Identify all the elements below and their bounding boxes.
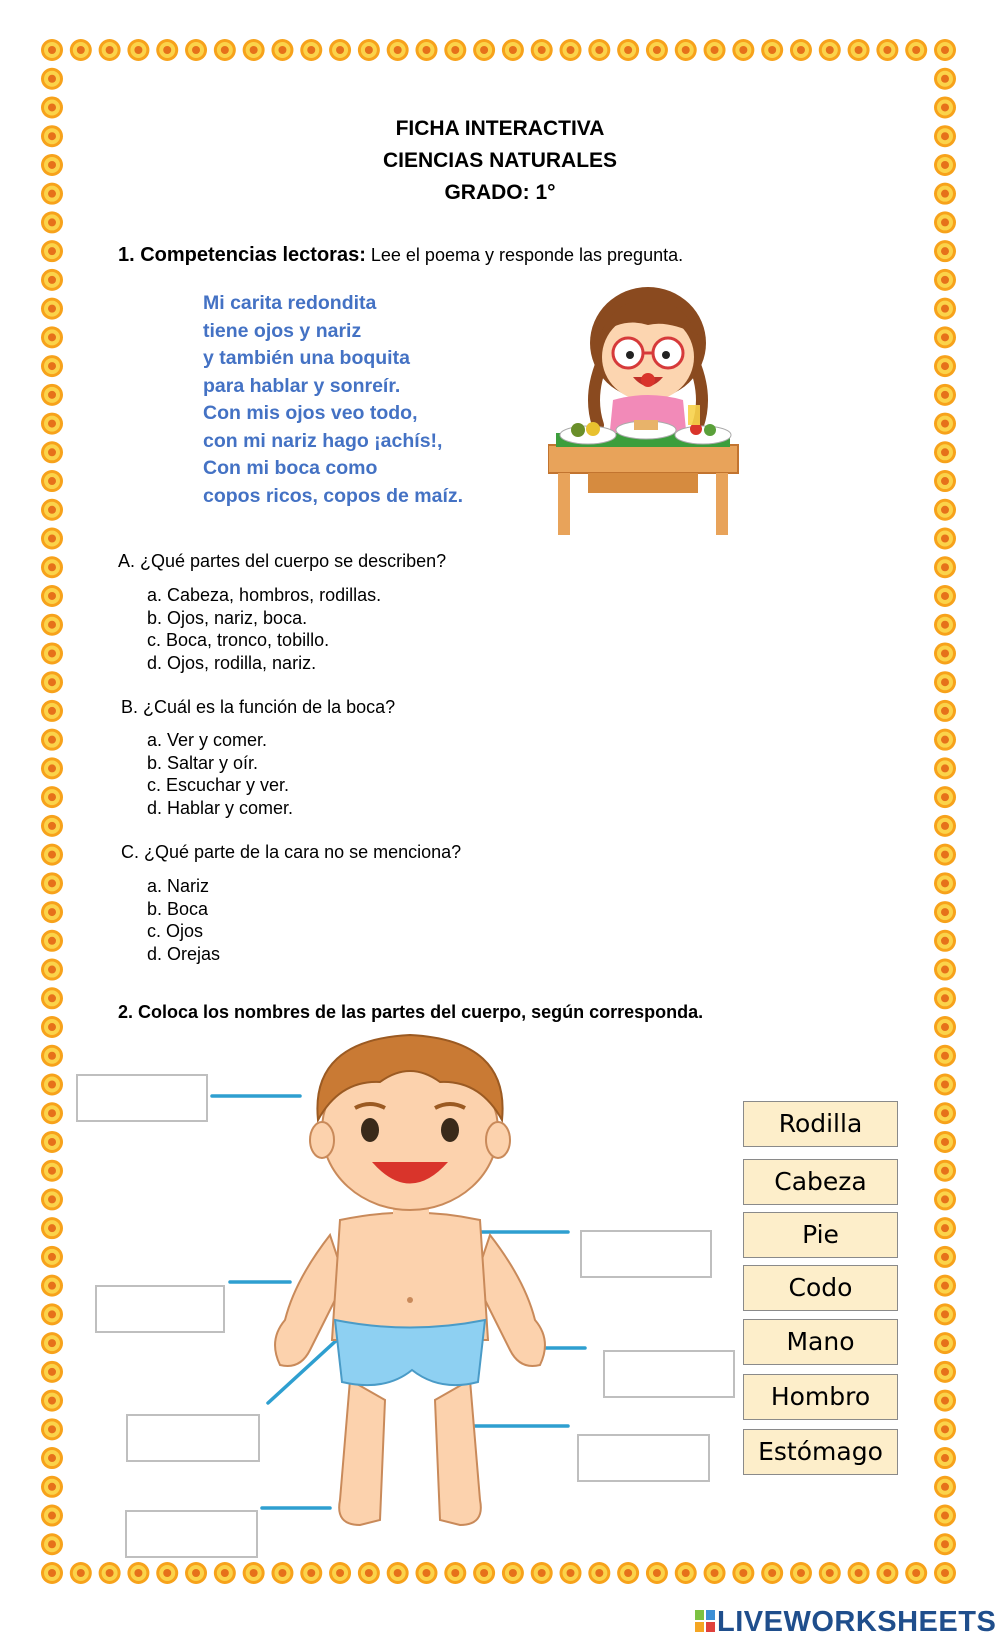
border-flower (732, 39, 754, 61)
section2-heading: 2. Coloca los nombres de las partes del cuerpo, según corresponda. (118, 1002, 704, 1022)
border-flower (415, 39, 437, 61)
border-flower (588, 1562, 610, 1584)
border-flower (41, 326, 63, 348)
border-flower (704, 39, 726, 61)
border-flower (243, 39, 265, 61)
border-flower (934, 384, 956, 406)
border-flower (934, 614, 956, 636)
border-flower (934, 211, 956, 233)
border-flower (70, 1562, 92, 1584)
border-flower (41, 528, 63, 550)
border-flower (934, 959, 956, 981)
answer-box-2[interactable] (580, 1230, 712, 1278)
border-flower (41, 499, 63, 521)
answer-box-6[interactable] (577, 1434, 710, 1482)
option-c-d[interactable]: d. Orejas (147, 943, 221, 964)
border-flower (675, 1562, 697, 1584)
border-flower (41, 959, 63, 981)
poem-line: con mi nariz hago ¡achís!, (203, 429, 443, 452)
border-flower (329, 39, 351, 61)
border-flower (41, 671, 63, 693)
answer-box-7[interactable] (125, 1510, 258, 1558)
poem-line: copos ricos, copos de maíz. (203, 484, 464, 507)
border-flower (473, 39, 495, 61)
border-flower (41, 298, 63, 320)
border-flower (185, 1562, 207, 1584)
border-flower (934, 901, 956, 923)
girl-eating-illustration (548, 275, 748, 555)
poem-line: Mi carita redondita (203, 292, 377, 314)
liveworksheets-icon (695, 1608, 717, 1634)
border-flower (41, 786, 63, 808)
poem-line: Con mis ojos veo todo, (203, 402, 418, 424)
poem-line: tiene ojos y nariz (203, 319, 362, 342)
option-c-b[interactable]: b. Boca (147, 898, 209, 919)
border-flower (358, 39, 380, 61)
answer-box-1[interactable] (76, 1074, 208, 1122)
border-flower (185, 39, 207, 61)
border-flower (531, 1562, 553, 1584)
border-flower (387, 1562, 409, 1584)
border-flower (617, 1562, 639, 1584)
border-flower (646, 39, 668, 61)
border-flower (41, 729, 63, 751)
border-flower (41, 269, 63, 291)
border-flower (588, 39, 610, 61)
border-flower (99, 39, 121, 61)
border-flower (502, 1562, 524, 1584)
border-flower (156, 1562, 178, 1584)
border-flower (905, 39, 927, 61)
border-flower (41, 240, 63, 262)
grade-title: GRADO: 1° (444, 181, 556, 204)
option-b-d[interactable]: d. Hablar y comer. (147, 797, 294, 818)
liveworksheets-logo (695, 1606, 996, 1639)
border-flower (934, 68, 956, 90)
border-flower (41, 585, 63, 607)
border-flower (41, 815, 63, 837)
poem (203, 290, 463, 510)
border-flower (502, 39, 524, 61)
question-a: A. ¿Qué partes del cuerpo se describen? (118, 551, 447, 571)
word-tile-hombro[interactable]: Hombro (743, 1374, 898, 1420)
border-flower (934, 815, 956, 837)
border-flower (934, 556, 956, 578)
border-flower (41, 384, 63, 406)
border-flower (415, 1562, 437, 1584)
border-flower (156, 39, 178, 61)
word-tile-cabeza[interactable]: Cabeza (743, 1159, 898, 1205)
border-flower (300, 1562, 322, 1584)
border-flower (790, 1562, 812, 1584)
border-flower (934, 39, 956, 61)
border-flower (646, 1562, 668, 1584)
worksheet-title: FICHA INTERACTIVA (395, 117, 605, 140)
option-b-a[interactable]: a. Ver y comer. (147, 730, 268, 750)
border-flower (358, 1562, 380, 1584)
border-flower (934, 757, 956, 779)
border-flower (531, 39, 553, 61)
border-flower (934, 987, 956, 1009)
poem-line: y también una boquita (203, 347, 410, 369)
border-flower (243, 1562, 265, 1584)
border-flower (41, 355, 63, 377)
border-flower (934, 269, 956, 291)
border-flower (444, 39, 466, 61)
option-a-b[interactable]: b. Ojos, nariz, boca. (147, 607, 308, 628)
border-flower (934, 1562, 956, 1584)
border-flower (934, 585, 956, 607)
border-flower (41, 96, 63, 118)
border-flower (41, 470, 63, 492)
border-flower (41, 39, 63, 61)
border-flower (876, 1562, 898, 1584)
border-flower (560, 39, 582, 61)
border-flower (790, 39, 812, 61)
subject-title: CIENCIAS NATURALES (382, 149, 618, 172)
border-flower (876, 39, 898, 61)
border-flower (934, 441, 956, 463)
option-c-a[interactable]: a. Nariz (147, 876, 210, 896)
border-flower (934, 413, 956, 435)
border-flower (934, 700, 956, 722)
border-flower (41, 1562, 63, 1584)
word-tile-rodilla[interactable]: Rodilla (743, 1101, 898, 1147)
border-flower (127, 1562, 149, 1584)
border-flower (934, 786, 956, 808)
section1-title: 1. Competencias lectoras: (118, 244, 366, 266)
border-flower (934, 844, 956, 866)
border-flower (934, 326, 956, 348)
border-flower (905, 1562, 927, 1584)
option-a-c[interactable]: c. Boca, tronco, tobillo. (147, 630, 330, 650)
option-a-a[interactable]: a. Cabeza, hombros, rodillas. (147, 585, 382, 605)
border-flower (819, 1562, 841, 1584)
option-a-d[interactable]: d. Ojos, rodilla, nariz. (147, 652, 317, 673)
poem-line: para hablar y sonreír. (203, 374, 401, 397)
border-flower (732, 1562, 754, 1584)
border-flower (934, 499, 956, 521)
border-flower (617, 39, 639, 61)
border-flower (41, 68, 63, 90)
question-b-options (147, 729, 293, 819)
answer-box-3[interactable] (95, 1285, 225, 1333)
border-flower (819, 39, 841, 61)
border-flower (934, 930, 956, 952)
option-c-c[interactable]: c. Ojos (147, 921, 204, 941)
border-flower (387, 39, 409, 61)
border-flower (127, 39, 149, 61)
border-flower (934, 729, 956, 751)
section1-heading (118, 244, 683, 267)
word-tile-codo[interactable]: Codo (743, 1265, 898, 1311)
border-flower (934, 298, 956, 320)
border-flower (70, 39, 92, 61)
border-flower (761, 39, 783, 61)
border-flower (473, 1562, 495, 1584)
section1-instruction: Lee el poema y responde las pregunta. (370, 245, 684, 265)
answer-box-4[interactable] (603, 1350, 735, 1398)
poem-line: Con mi boca como (203, 457, 378, 479)
border-flower (214, 1562, 236, 1584)
border-flower (271, 1562, 293, 1584)
border-flower (444, 1562, 466, 1584)
word-tile-mano[interactable]: Mano (743, 1319, 898, 1365)
question-c-options (147, 875, 220, 965)
border-flower (761, 1562, 783, 1584)
border-flower (934, 240, 956, 262)
border-flower (934, 528, 956, 550)
border-flower (41, 413, 63, 435)
border-flower (329, 1562, 351, 1584)
question-c: C. ¿Qué parte de la cara no se menciona? (121, 842, 462, 862)
border-flower (41, 614, 63, 636)
border-flower (41, 872, 63, 894)
border-flower (41, 700, 63, 722)
border-flower (271, 39, 293, 61)
border-flower (934, 642, 956, 664)
border-flower (41, 844, 63, 866)
word-tile-estomago[interactable]: Estómago (743, 1429, 898, 1475)
border-flower (41, 556, 63, 578)
border-flower (934, 470, 956, 492)
border-flower (934, 671, 956, 693)
border-flower (934, 355, 956, 377)
border-flower (934, 872, 956, 894)
border-flower (41, 930, 63, 952)
question-b: B. ¿Cuál es la función de la boca? (121, 697, 396, 717)
border-flower (704, 1562, 726, 1584)
border-flower (934, 96, 956, 118)
option-b-c[interactable]: c. Escuchar y ver. (147, 775, 290, 795)
border-flower (675, 39, 697, 61)
border-flower (41, 757, 63, 779)
border-flower (300, 39, 322, 61)
border-flower (41, 211, 63, 233)
border-flower (848, 1562, 870, 1584)
answer-box-5[interactable] (126, 1414, 260, 1462)
border-flower (41, 987, 63, 1009)
option-b-b[interactable]: b. Saltar y oír. (147, 752, 259, 773)
border-flower (214, 39, 236, 61)
border-flower (99, 1562, 121, 1584)
brand-text: LIVEWORKSHEETS (717, 1606, 997, 1638)
border-flower (41, 901, 63, 923)
border-flower (848, 39, 870, 61)
border-flower (41, 642, 63, 664)
border-flower (41, 441, 63, 463)
border-flower (560, 1562, 582, 1584)
question-a-options (147, 584, 381, 674)
word-tile-pie[interactable]: Pie (743, 1212, 898, 1258)
